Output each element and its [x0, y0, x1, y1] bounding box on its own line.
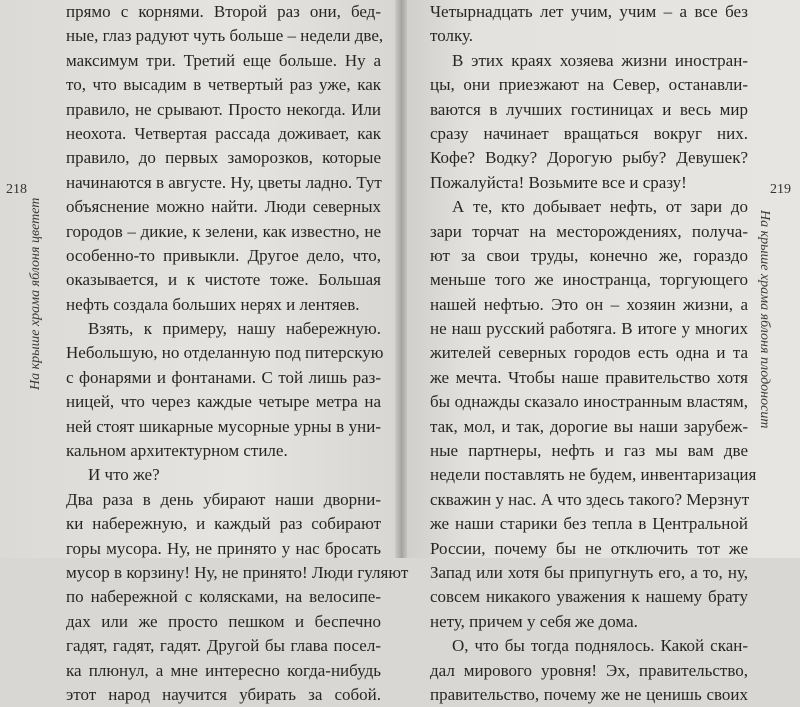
text-line: нефть создала больших нерях и лентяев.: [66, 294, 360, 314]
text-line: толку.: [430, 26, 474, 46]
text-line: так, мол, и так, дорогие вы наши зарубеж-: [430, 416, 748, 436]
text-line: начинаются в августе. Ну, цветы ладно. Тут: [66, 172, 382, 192]
text-line: ваются в лучших гостиницах и весь мир: [430, 99, 748, 119]
text-line: ницей, что через каждые четыре метра на: [66, 392, 381, 412]
text-line: городов – дикие, к зелени, как известно, не: [66, 221, 381, 241]
text-line: горы мусора. Ну, не принято у нас бросать: [66, 538, 381, 558]
text-line: О, что бы тогда поднялось. Какой скан-: [452, 636, 748, 656]
text-line: этот народ научится убирать за собой.: [66, 684, 381, 704]
text-line: с фонарями и фонтанами. С той лишь раз-: [66, 367, 381, 387]
text-line: же наши старики без тепла в Центральной: [430, 514, 748, 534]
text-line: неохота. Четвертая рассада доживает, как: [66, 123, 381, 143]
text-line: ки набережную, и каждый раз собирают: [66, 514, 381, 534]
text-line: ют за свои труды, конечно же, гораздо: [430, 245, 748, 265]
text-line: правительство, почему же не ценишь своих: [430, 684, 748, 704]
text-line: нашей нефтью. Это он – хозяин жизни, а: [430, 294, 748, 314]
text-line: совсем никакого уважения к нашему брату: [430, 587, 748, 607]
text-line: Небольшую, но отделанную под питерскую: [66, 343, 384, 363]
text-line: Четырнадцать лет учим, учим – а все без: [430, 2, 748, 21]
text-line: Пожалуйста! Возьмите все и сразу!: [430, 172, 687, 192]
text-line: правило, до первых заморозков, которые: [66, 148, 381, 168]
text-line: объяснение можно найти. Люди северных: [66, 197, 381, 217]
text-line: не наш русский работяга. В итоге у многих: [430, 319, 748, 339]
left-page-text: [66, 0, 409, 707]
text-line: дах или же просто пешком и беспечно: [66, 611, 381, 631]
text-line: недели поставлять не будем, инвентаризация: [430, 465, 757, 485]
text-line: И что же?: [88, 465, 160, 485]
page-number-right: 219: [770, 182, 791, 197]
text-line: А те, кто добывает нефть, от зари до: [452, 197, 748, 217]
right-page-text: [430, 0, 757, 707]
text-line: нету, причем у себя же дома.: [430, 611, 638, 631]
text-line: оказывается, и к чистоте тоже. Большая: [66, 270, 381, 290]
page-number-left: 218: [6, 182, 27, 197]
text-line: Кофе? Водку? Дорогую рыбу? Девушек?: [430, 148, 748, 168]
text-line: максимум три. Третий еще больше. Ну а: [66, 50, 381, 70]
text-line: ка плюнул, а мне интересно когда-нибудь: [66, 660, 381, 680]
text-line: кальном архитектурном стиле.: [66, 441, 288, 461]
text-line: России, почему бы не отключить тот же: [430, 538, 748, 558]
text-line: жителей северных городов есть одна и та: [430, 343, 748, 363]
text-line: особенно-то привыкли. Другое дело, что,: [66, 245, 381, 265]
text-line: дал мирового уровня! Эх, правительство,: [430, 660, 748, 680]
book-gutter: [395, 0, 407, 558]
text-line: же мечта. Чтобы наше правительство хотя: [430, 367, 748, 387]
text-line: скважин у нас. А что здесь такого? Мерзнут: [430, 489, 750, 509]
text-line: бы однажды сказало иностранным властям,: [430, 392, 748, 412]
text-line: Два раза в день убирают наши дворни-: [66, 489, 381, 509]
text-line: Запад или хотя бы припугнуть его, а то, ну,: [430, 562, 748, 582]
running-title-left: На крыше храма яблоня цветет: [28, 197, 43, 390]
text-line: цы, они приезжают на Север, останавли-: [430, 75, 748, 95]
text-line: ней стоят шикарные мусорные урны в уни-: [66, 416, 381, 436]
text-line: сразу начинает вращаться вокруг них.: [430, 123, 748, 143]
text-line: гадят, гадят, гадят. Другой бы глава посел-: [66, 636, 381, 656]
running-title-right: На крыше храма яблоня плодоносит: [757, 210, 772, 429]
text-line: зари торчат на месторождениях, получа-: [430, 221, 748, 241]
text-line: В этих краях хозяева жизни иностран-: [452, 50, 748, 70]
text-line: ные, глаз радуют чуть больше – недели две,: [66, 26, 384, 46]
text-line: Взять, к примеру, нашу набережную.: [88, 319, 381, 339]
text-line: меньше того же иностранца, торгующего: [430, 270, 748, 290]
text-line: правило, не срывают. Просто некогда. Или: [66, 99, 381, 119]
text-line: мусор в корзину! Ну, не принято! Люди гуляют: [66, 562, 409, 582]
text-line: по набережной с колясками, на велосипе-: [66, 587, 381, 607]
text-line: ные партнеры, нефть и газ мы вам две: [430, 441, 748, 461]
text-line: то, что высадим в четвертый раз уже, как: [66, 75, 381, 95]
text-line: прямо с корнями. Второй раз они, бед-: [66, 2, 381, 21]
